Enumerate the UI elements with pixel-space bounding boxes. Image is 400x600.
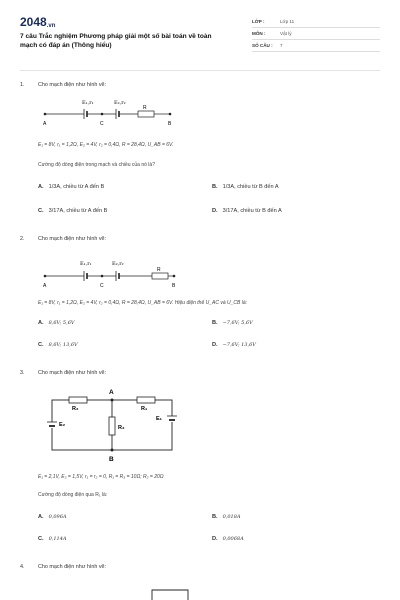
- meta-row-subject: [252, 28, 380, 40]
- option-text: 1/3A, chiều từ B đến A: [222, 184, 279, 190]
- meta-row-count: [252, 40, 380, 52]
- label-c: C: [100, 283, 104, 289]
- meta-key: SỐ CÂU :: [252, 43, 273, 48]
- question-prompt: Cường độ dòng điện trong mạch và chiều của nó là?: [38, 162, 155, 168]
- option-d[interactable]: [212, 536, 244, 542]
- option-letter: C.: [38, 342, 44, 348]
- option-letter: B.: [212, 320, 218, 326]
- option-b[interactable]: [212, 184, 279, 190]
- circuit-figure-3: [42, 384, 182, 464]
- option-text: 1/3A, chiều từ A đến B: [48, 184, 105, 190]
- question-number: 1.: [20, 82, 25, 88]
- question-text: Cho mạch điện như hình vẽ:: [38, 370, 107, 376]
- label-e2: E₂: [59, 422, 66, 428]
- question-number: 4.: [20, 564, 25, 570]
- meta-value: 7: [280, 43, 283, 48]
- logo-suffix: .vn: [46, 23, 56, 29]
- option-c[interactable]: [38, 342, 78, 348]
- label-r2: R₂: [72, 406, 79, 412]
- site-logo[interactable]: [20, 15, 55, 29]
- question-4: [20, 564, 380, 600]
- label-b: B: [168, 121, 172, 127]
- meta-table: [252, 16, 380, 52]
- option-letter: B.: [212, 514, 218, 520]
- given-values: E₁ = 8V, r₁ = 1,2Ω, E₂ = 4V, r₂ = 0,4Ω, R = 28,4Ω, U_AB = 6V. Hiệu điện thế U_AC và U_CB là:: [38, 300, 248, 306]
- given-values: E₁ = 2,1V, E₂ = 1,5V, r₁ = r₂ = 0, R₁ = R₃ = 10Ω; R₂ = 20Ω: [38, 474, 164, 480]
- question-prompt: Cường độ dòng điện qua R₁ là:: [38, 492, 108, 498]
- option-text: 8,6V; 5,6V: [48, 320, 75, 326]
- question-number: 2.: [20, 236, 25, 242]
- question-2: [20, 236, 380, 356]
- option-text: −7,6V; 13,6V: [222, 342, 256, 348]
- meta-key: LỚP :: [252, 19, 265, 24]
- option-text: 0,114A: [48, 536, 67, 542]
- label-r3: R₃: [118, 425, 125, 431]
- option-a[interactable]: [38, 320, 75, 326]
- document-title: 7 câu Trắc nghiệm Phương pháp giải một số bài toán về toàn mạch có đáp án (Thông hiểu): [20, 33, 212, 49]
- question-text: Cho mạch điện như hình vẽ:: [38, 236, 107, 242]
- label-b: B: [172, 283, 176, 289]
- option-text: 3/17A, chiều từ A đến B: [48, 208, 108, 214]
- option-letter: D.: [212, 536, 218, 542]
- label-c: C: [100, 121, 104, 127]
- option-letter: C.: [38, 208, 44, 214]
- logo-text: 2048: [20, 15, 47, 29]
- document-header: [20, 12, 380, 64]
- label-r: R: [143, 105, 147, 111]
- meta-value: Lớp 11: [280, 19, 295, 24]
- option-text: 0,0068A: [222, 536, 244, 542]
- circuit-figure-1: [40, 94, 180, 130]
- label-b: B: [109, 456, 114, 463]
- given-values: E₁ = 8V, r₁ = 1,2Ω, E₂ = 4V, r₂ = 0,4Ω, R = 28,4Ω, U_AB = 6V.: [38, 142, 174, 148]
- label-a: A: [43, 121, 47, 127]
- question-text: Cho mạch điện như hình vẽ:: [38, 82, 107, 88]
- option-a[interactable]: [38, 514, 67, 520]
- question-3: [20, 370, 380, 550]
- option-text: 0,018A: [222, 514, 241, 520]
- label-r: R: [157, 267, 161, 273]
- label-r1: R₁: [141, 406, 148, 412]
- option-b[interactable]: [212, 320, 253, 326]
- label-e1: E₁: [156, 416, 162, 422]
- label-a: A: [109, 389, 114, 396]
- option-text: 8,6V; 13,6V: [48, 342, 78, 348]
- option-letter: A.: [38, 320, 44, 326]
- question-number: 3.: [20, 370, 25, 376]
- option-letter: A.: [38, 184, 44, 190]
- label-e2: E₂,r₂: [112, 261, 124, 267]
- option-letter: D.: [212, 208, 218, 214]
- meta-value: Vật lý: [280, 31, 292, 36]
- meta-key: MÔN :: [252, 31, 266, 36]
- option-d[interactable]: [212, 342, 256, 348]
- option-text: 3/17A, chiều từ B đến A: [222, 208, 282, 214]
- option-letter: B.: [212, 184, 218, 190]
- question-text: Cho mạch điện như hình vẽ:: [38, 564, 107, 570]
- meta-row-class: [252, 16, 380, 28]
- label-e1: E₁,r₁: [82, 100, 94, 106]
- circuit-figure-2: [40, 252, 180, 290]
- option-a[interactable]: [38, 184, 104, 190]
- option-letter: D.: [212, 342, 218, 348]
- label-e2: E₂,r₂: [114, 100, 126, 106]
- circuit-figure-4-partial: [150, 588, 190, 600]
- option-text: −7,6V; 5,6V: [222, 320, 253, 326]
- option-c[interactable]: [38, 208, 107, 214]
- option-d[interactable]: [212, 208, 282, 214]
- option-c[interactable]: [38, 536, 67, 542]
- label-e1: E₁,r₁: [80, 261, 92, 267]
- label-a: A: [43, 283, 47, 289]
- option-letter: A.: [38, 514, 44, 520]
- header-divider: [20, 70, 380, 71]
- option-text: 0,096A: [48, 514, 67, 520]
- question-1: [20, 82, 380, 222]
- option-b[interactable]: [212, 514, 241, 520]
- option-letter: C.: [38, 536, 44, 542]
